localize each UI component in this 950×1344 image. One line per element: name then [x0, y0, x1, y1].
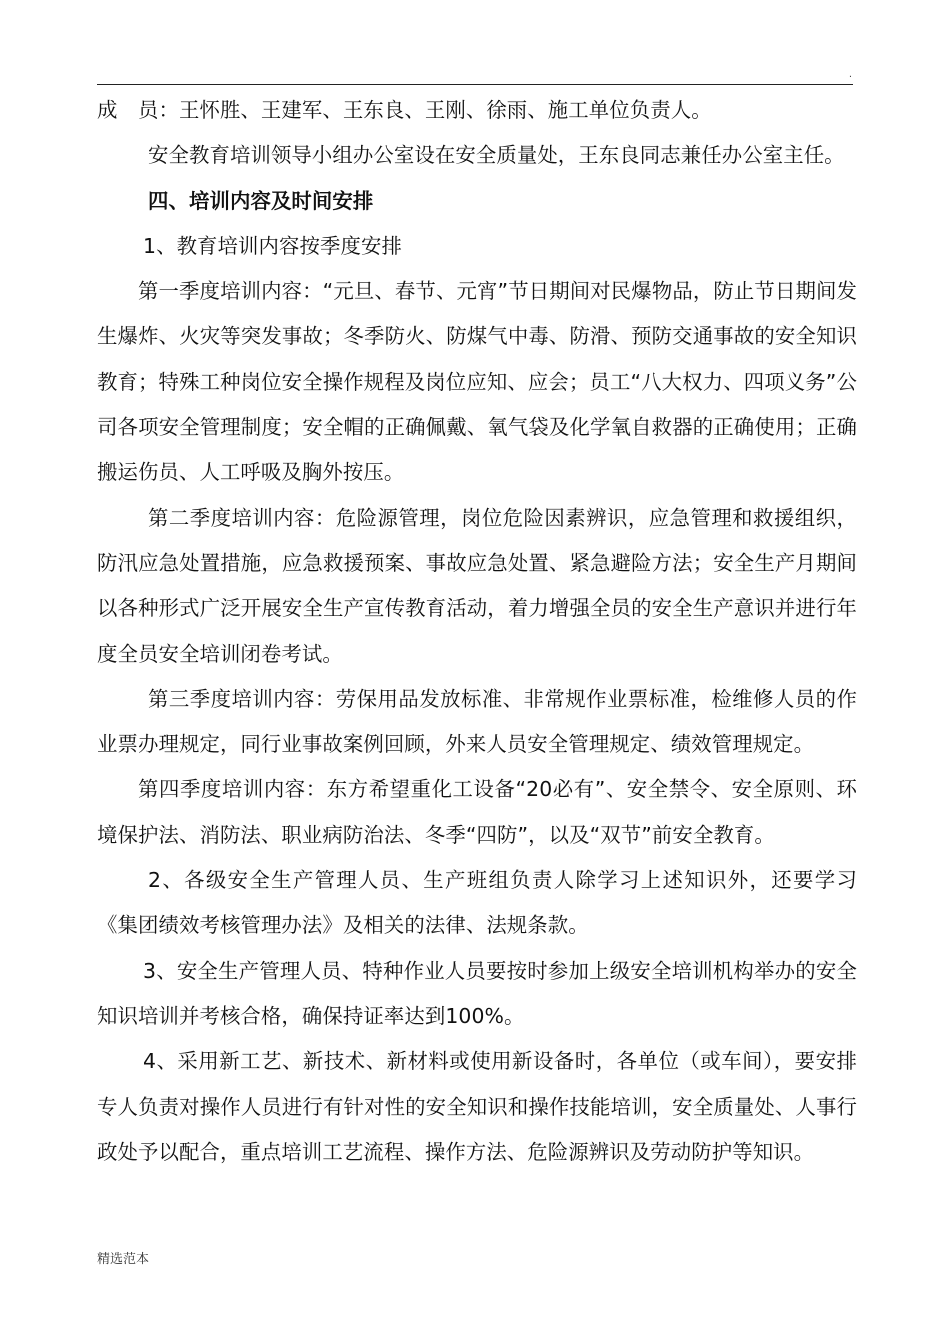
footer-text: 精选范本	[97, 1252, 150, 1267]
item-1: 1、教育培训内容按季度安排	[143, 233, 402, 258]
item-4: 4、采用新工艺、新技术、新材料或使用新设备时，各单位（或车间），要安排专人负责对操作人员进行有针对性的安全知识和操作技能培训，安全质量处、人事行政处予以配合，重点培训工艺流程、操作方法、危险源辨识及劳动防护等知识。	[97, 1049, 857, 1164]
section-heading: 四、培训内容及时间安排	[148, 188, 374, 213]
header-rule	[97, 84, 853, 85]
quarter-1-paragraph: 第一季度培训内容：“元旦、春节、元宵”节日期间对民爆物品，防止节日期间发生爆炸、火灾等突发事故；冬季防火、防煤气中毒、防滑、预防交通事故的安全知识教育；特殊工种岗位安全操作规程及岗位应知、应会；员工“八大权力、四项义务”公司各项安全管理制度；安全帽的正确佩戴、氧气袋及化学氧自救器的正确使用；正确搬运伤员、人工呼吸及胸外按压。	[97, 279, 857, 485]
item-3: 3、安全生产管理人员、特种作业人员要按时参加上级安全培训机构举办的安全知识培训并考核合格，确保持证率达到100%。	[97, 958, 857, 1028]
quarter-3-paragraph: 第三季度培训内容：劳保用品发放标准、非常规作业票标准，检维修人员的作业票办理规定，同行业事故案例回顾，外来人员安全管理规定、绩效管理规定。	[97, 686, 857, 757]
quarter-4-paragraph: 第四季度培训内容：东方希望重化工设备“20必有”、安全禁令、安全原则、环境保护法、消防法、职业病防治法、冬季“四防”，以及“双节”前安全教育。	[97, 777, 857, 847]
header-mark: .	[848, 69, 852, 80]
quarter-2-paragraph: 第二季度培训内容：危险源管理，岗位危险因素辨识，应急管理和救援组织，防汛应急处置措施，应急救援预案、事故应急处置、紧急避险方法；安全生产月期间以各种形式广泛开展安全生产宣传教育活动，着力增强全员的安全生产意识并进行年度全员安全培训闭卷考试。	[97, 505, 857, 666]
members-line: 成 员：王怀胜、王建军、王东良、王刚、徐雨、施工单位负责人。	[97, 98, 712, 122]
item-2: 2、各级安全生产管理人员、生产班组负责人除学习上述知识外，还要学习《集团绩效考核管理办法》及相关的法律、法规条款。	[97, 868, 857, 938]
document-body	[97, 88, 857, 1175]
office-line: 安全教育培训领导小组办公室设在安全质量处，王东良同志兼任办公室主任。	[148, 143, 845, 168]
